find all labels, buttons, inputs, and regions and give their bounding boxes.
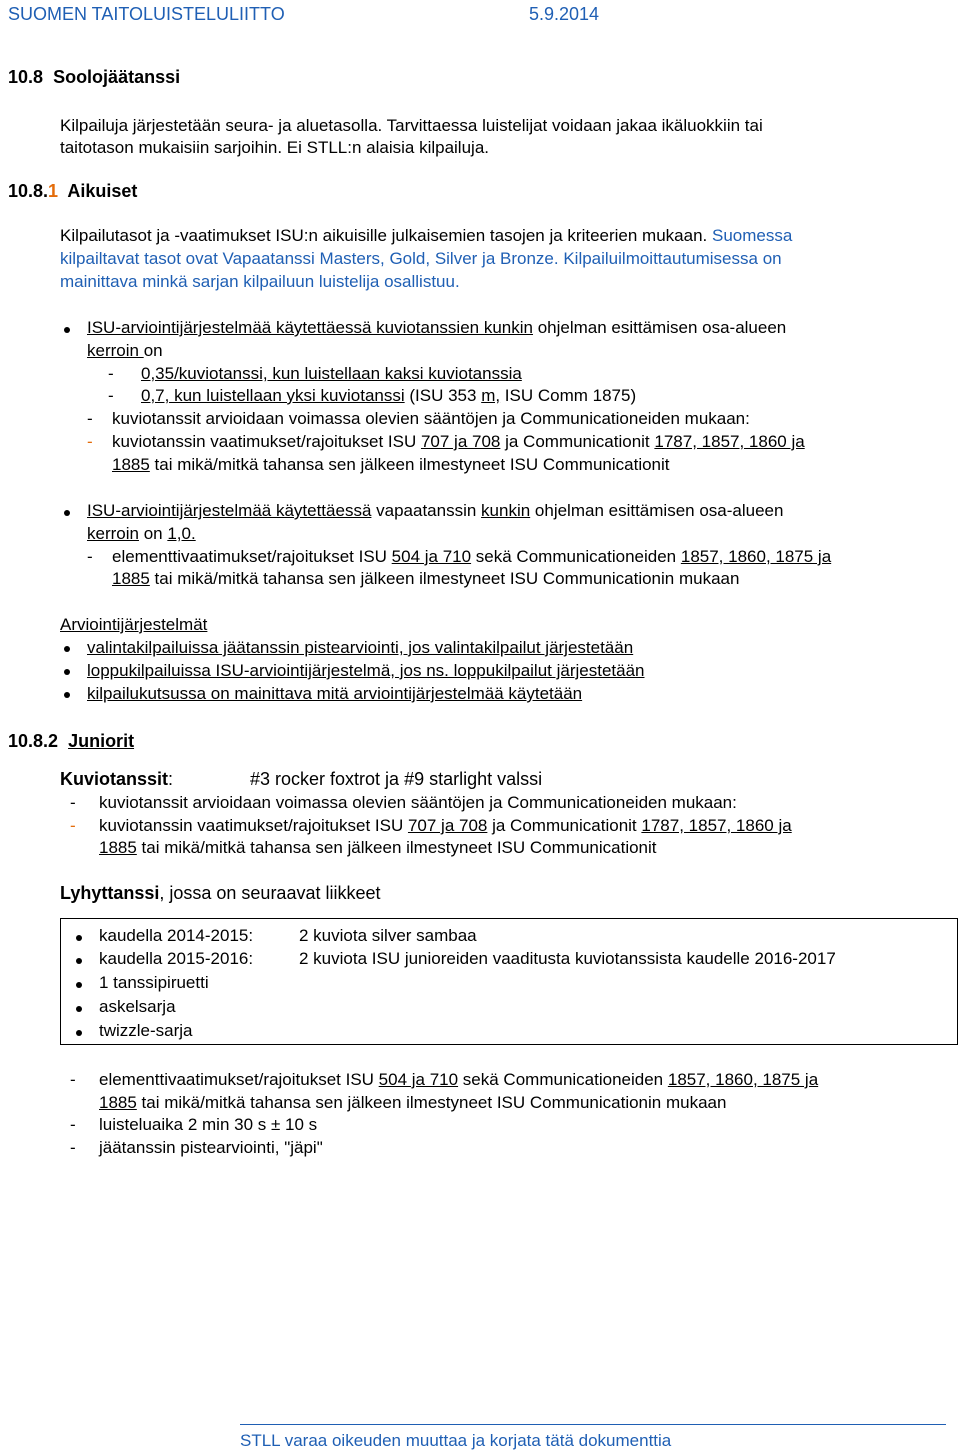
- coef-sub-1: 0,35/kuviotanssi, kun luistellaan kaksi kuviotanssia: [141, 364, 522, 383]
- adults-d1: kuviotanssit arvioidaan voimassa olevien sääntöjen ja Communicationeiden mukaan:: [112, 409, 750, 428]
- dash-icon: -: [70, 1115, 76, 1134]
- eval-item-1: valintakilpailuissa jäätanssin pistearviointi, jos valintakilpailut järjestetään: [87, 638, 634, 657]
- juniors-k3: 1885 tai mikä/mitkä tahansa sen jälkeen ilmestyneet ISU Communicationit: [99, 838, 657, 857]
- box-item-4: askelsarja: [99, 997, 176, 1016]
- box-item-3: 1 tanssipiruetti: [99, 973, 209, 992]
- intro-line-1: Kilpailuja järjestetään seura- ja aluetasolla. Tarvittaessa luistelijat voidaan jakaa ikäluokkiin tai: [60, 116, 763, 135]
- adults-p2: kilpailtavat tasot ovat Vapaatanssi Masters, Gold, Silver ja Bronze. Kilpailuilmoittautumisessa on: [60, 249, 782, 268]
- juniors-k1: kuviotanssit arvioidaan voimassa olevien sääntöjen ja Communicationeiden mukaan:: [99, 793, 737, 812]
- juniors-e3: luisteluaika 2 min 30 s ± 10 s: [99, 1115, 318, 1134]
- bullet-icon: [76, 958, 82, 964]
- bullet-icon: [64, 646, 70, 652]
- free-coef-line1: ISU-arviointijärjestelmää käytettäessä vapaatanssin kunkin ohjelman esittämisen osa-alueen: [87, 501, 784, 520]
- adults-d2: kuviotanssin vaatimukset/rajoitukset ISU 707 ja 708 ja Communicationit 1787, 1857, 1860 ja: [112, 432, 805, 451]
- box-item-1-value: 2 kuviota silver sambaa: [299, 926, 477, 945]
- section-heading: 10.8 Soolojäätanssi: [8, 67, 181, 87]
- bullet-icon: [64, 692, 70, 698]
- dash-icon: -: [108, 364, 114, 383]
- kuvio-label: Kuviotanssit:: [60, 769, 174, 789]
- dash-icon: -: [87, 409, 93, 428]
- dash-icon: -: [70, 1138, 76, 1157]
- free-coef-line2: kerroin on 1,0.: [87, 524, 196, 543]
- juniors-k2: kuviotanssin vaatimukset/rajoitukset ISU 707 ja 708 ja Communicationit 1787, 1857, 1860 ja: [99, 816, 792, 835]
- dash-icon: -: [87, 432, 93, 451]
- eval-item-3: kilpailukutsussa on mainittava mitä arviointijärjestelmää käytetään: [87, 684, 583, 703]
- adults-p1: Kilpailutasot ja -vaatimukset ISU:n aikuisille julkaisemien tasojen ja kriteerien mukaan. Suomessa: [60, 226, 793, 245]
- juniors-e2: 1885 tai mikä/mitkä tahansa sen jälkeen ilmestyneet ISU Communicationin mukaan: [99, 1093, 727, 1112]
- bullet-icon: [76, 1006, 82, 1012]
- bullet-icon: [64, 327, 70, 333]
- header-org: SUOMEN TAITOLUISTELULIITTO: [8, 4, 285, 24]
- bullet-icon: [76, 1030, 82, 1036]
- dash-icon: -: [70, 793, 76, 812]
- free-d1: elementtivaatimukset/rajoitukset ISU 504 ja 710 sekä Communicationeiden 1857, 1860, 1875 ja: [112, 547, 832, 566]
- isu-coef-line2: kerroin on: [87, 341, 163, 360]
- juniors-e4: jäätanssin pistearviointi, "jäpi": [99, 1138, 323, 1157]
- footer-text: STLL varaa oikeuden muuttaa ja korjata tätä dokumenttia: [240, 1431, 672, 1450]
- dash-icon: -: [70, 1070, 76, 1089]
- adults-p3: mainittava minkä sarjan kilpailuun luistelija osallistuu.: [60, 272, 460, 291]
- coef-sub-2: 0,7, kun luistellaan yksi kuviotanssi (ISU 353 m, ISU Comm 1875): [141, 386, 637, 405]
- eval-item-2: loppukilpailuissa ISU-arviointijärjestelmä, jos ns. loppukilpailut järjestetään: [87, 661, 645, 680]
- isu-coef-line1: ISU-arviointijärjestelmää käytettäessä kuviotanssien kunkin ohjelman esittämisen osa-alueen: [87, 318, 787, 337]
- juniors-e1: elementtivaatimukset/rajoitukset ISU 504 ja 710 sekä Communicationeiden 1857, 1860, 1875 ja: [99, 1070, 819, 1089]
- footer-rule: [240, 1424, 946, 1425]
- adults-heading: 10.8.1 Aikuiset: [8, 181, 138, 201]
- intro-line-2: taitotason mukaisiin sarjoihin. Ei STLL:n alaisia kilpailuja.: [60, 138, 489, 157]
- adults-d3: 1885 tai mikä/mitkä tahansa sen jälkeen ilmestyneet ISU Communicationit: [112, 455, 670, 474]
- free-d2: 1885 tai mikä/mitkä tahansa sen jälkeen ilmestyneet ISU Communicationin mukaan: [112, 569, 740, 588]
- bullet-icon: [76, 982, 82, 988]
- dash-icon: -: [70, 816, 76, 835]
- box-item-2-value: 2 kuviota ISU junioreiden vaaditusta kuviotanssista kaudelle 2016-2017: [299, 949, 836, 968]
- header-date: 5.9.2014: [529, 4, 600, 24]
- lyhyt-heading: Lyhyttanssi, jossa on seuraavat liikkeet: [60, 883, 381, 903]
- dash-icon: -: [108, 386, 114, 405]
- box-item-5: twizzle-sarja: [99, 1021, 193, 1040]
- juniors-heading: 10.8.2 Juniorit: [8, 731, 135, 751]
- bullet-icon: [76, 935, 82, 941]
- dash-icon: -: [87, 547, 93, 566]
- bullet-icon: [64, 510, 70, 516]
- kuvio-value: #3 rocker foxtrot ja #9 starlight valssi: [250, 769, 543, 789]
- bullet-icon: [64, 669, 70, 675]
- eval-title: Arviointijärjestelmät: [60, 615, 208, 634]
- box-item-2-key: kaudella 2015-2016:: [99, 949, 254, 968]
- box-item-1-key: kaudella 2014-2015:: [99, 926, 254, 945]
